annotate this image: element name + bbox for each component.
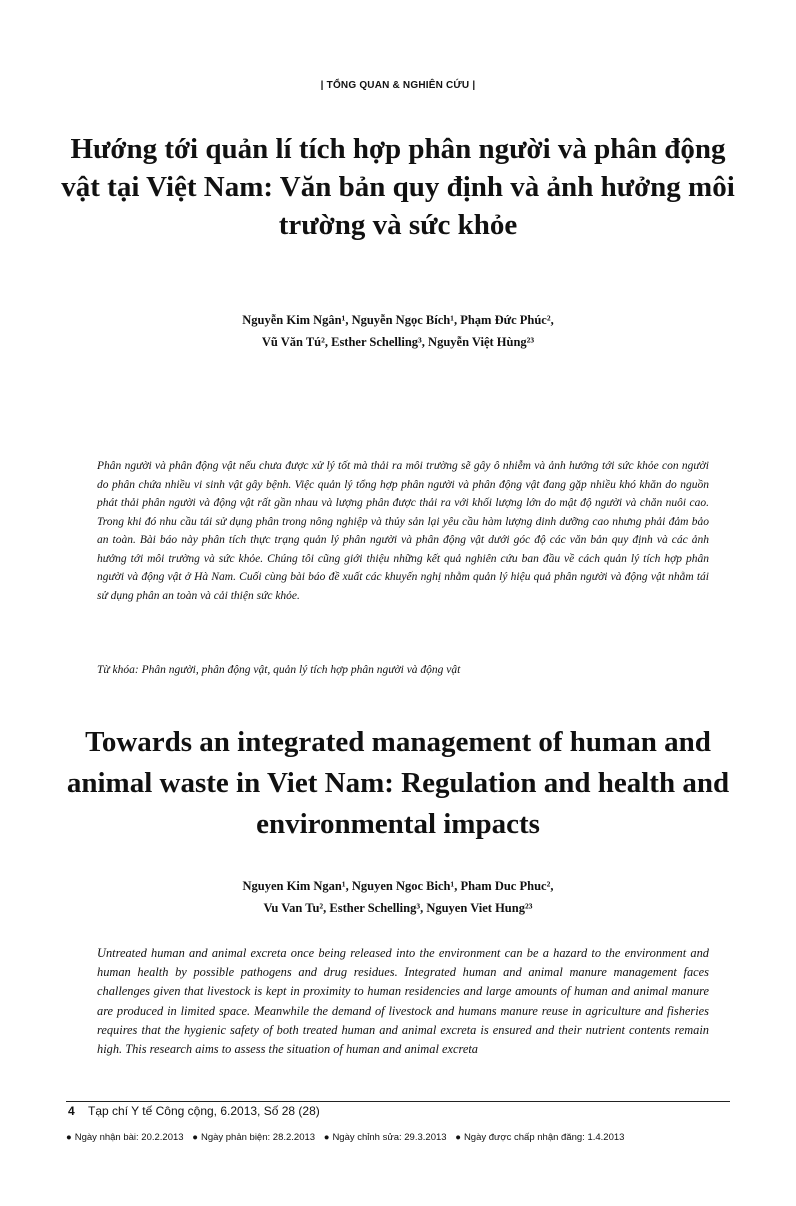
- bullet-icon: ●: [66, 1132, 72, 1143]
- page-number: 4: [68, 1104, 75, 1118]
- title-english: Towards an integrated management of human and animal waste in Viet Nam: Regulation and health and environmental impacts: [66, 726, 730, 840]
- authors-english: [0, 875, 796, 919]
- authors-vietnamese: [0, 309, 796, 353]
- authors-line-1: Nguyễn Kim Ngân¹, Nguyễn Ngọc Bích¹, Phạm Đức Phúc²,: [242, 313, 554, 327]
- authors-line-1: Nguyen Kim Ngan¹, Nguyen Ngoc Bich¹, Pham Duc Phuc²,: [242, 879, 554, 893]
- bullet-icon: ●: [455, 1132, 461, 1143]
- journal-citation: Tạp chí Y tế Công cộng, 6.2013, Số 28 (28): [88, 1104, 320, 1118]
- keywords-vietnamese: Từ khóa: Phân người, phân động vật, quản lý tích hợp phân người và động vật: [97, 664, 461, 676]
- authors-line-2: Vũ Văn Tú², Esther Schelling³, Nguyễn Việt Hùng²³: [261, 335, 535, 349]
- abstract-english: Untreated human and animal excreta once being released into the environment can be a hazard to the environment and human health by possible pathogens and drug residues. Integrated human and animal manure management faces challenges given that livestock is kept in proximity to human residencies and large amounts of human and animal manure are produced in limited space. Meanwhile the demand of livestock and humans manure reuse in agriculture and fisheries requires that the hygienic safety of both treated human and animal excreta is ensured and their nutrient contents remain high. This research aims to assess the situation of human and animal excreta: [97, 946, 709, 1057]
- footer-dates: [66, 1132, 736, 1143]
- section-header: | TỔNG QUAN & NGHIÊN CỨU |: [320, 80, 476, 91]
- date-revised: ● Ngày chỉnh sửa: 29.3.2013: [323, 1132, 447, 1143]
- bullet-icon: ●: [323, 1132, 330, 1143]
- date-accepted: ● Ngày được chấp nhận đăng: 1.4.2013: [455, 1132, 625, 1143]
- authors-line-2: Vu Van Tu², Esther Schelling³, Nguyen Viet Hung²³: [263, 901, 533, 915]
- date-reviewed: ● Ngày phản biện: 28.2.2013: [192, 1132, 316, 1143]
- title-vietnamese: Hướng tới quản lí tích hợp phân người và phân động vật tại Việt Nam: Văn bản quy định và ảnh hưởng môi trường và sức khỏe: [61, 133, 735, 241]
- bullet-icon: ●: [192, 1132, 198, 1143]
- abstract-vietnamese: Phân người và phân động vật nếu chưa được xử lý tốt mà thải ra môi trường sẽ gây ô nhiễm và ảnh hưởng tới sức khỏe con người do phân chứa nhiều vi sinh vật gây bệnh. Việc quản lý tổng hợp phân người và phân động vật đang gặp nhiều khó khăn do nguồn phát thải phân người và động vật rất gần nhau và lượng phân được thải ra với khối lượng lớn do mật độ người và chăn nuôi cao. Trong khi đó nhu cầu tái sử dụng phân trong nông nghiệp và thủy sản lại yêu cầu hàm lượng dinh dưỡng cao nhưng phải đảm bảo an toàn. Bài báo này phân tích thực trạng quản lý phân người và phân động vật dưới góc độ các văn bản quy định và các ảnh hưởng tới môi trường và sức khỏe. Chúng tôi cũng giới thiệu những kết quả nghiên cứu ban đầu về cách quản lý tích hợp phân người và động vật ở Hà Nam. Cuối cùng bài báo đề xuất các khuyến nghị nhằm quản lý hiệu quả phân người và động vật nhằm tái sử dụng phân an toàn và cải thiện sức khỏe.: [97, 460, 709, 602]
- date-received: ● Ngày nhận bài: 20.2.2013: [66, 1132, 184, 1143]
- footer-journal: [68, 1104, 320, 1118]
- footer-divider: [66, 1101, 730, 1102]
